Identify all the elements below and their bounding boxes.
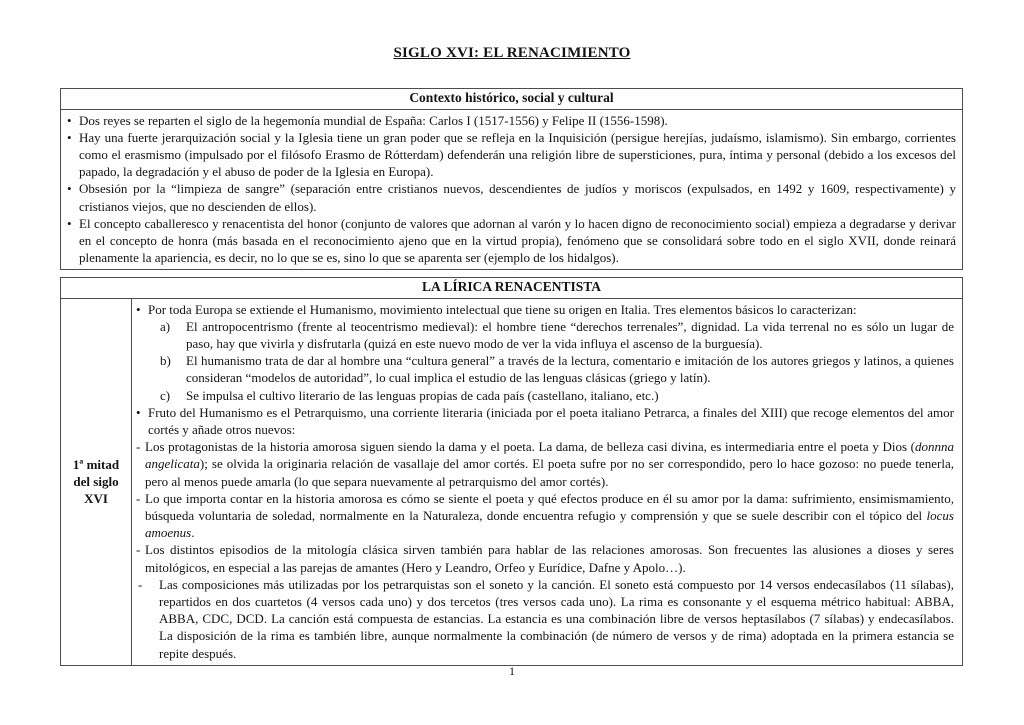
dash-text: . xyxy=(191,525,195,541)
bullet-marker: • xyxy=(136,404,141,420)
bullet-text: Dos reyes se reparten el siglo de la hegemonía mundial de España: Carlos I (1517-1556) y Felipe II (1556-1598). xyxy=(79,112,668,128)
bullet-marker: • xyxy=(67,181,72,197)
list-item xyxy=(136,352,954,386)
dash-text: Los protagonistas de la historia amorosa siguen siendo la dama y el poeta. La dama, de belleza casi divina, es intermediaria entre el poeta y Dios ( xyxy=(145,439,915,455)
list-item xyxy=(67,112,956,129)
context-bullet-list xyxy=(67,112,956,267)
letter-sublist-wrapper xyxy=(136,318,954,404)
list-item xyxy=(136,576,954,662)
list-item xyxy=(136,404,954,438)
bullet-text: Hay una fuerte jerarquización social y la Iglesia tiene un gran poder que se refleja en la Inquisición (persigue herejías, judaísmo, islamismo). Sin embargo, corrientes como el erasmismo (impulsado por el filósofo Erasmo de Rótterdam) defenderán una religión libre de supersticiones, pura, íntima y personal (debido a los excesos del papado, la degradación y el abuso de poder de la Iglesia en Europa). xyxy=(79,129,956,180)
letter-marker: a) xyxy=(160,318,171,334)
list-item xyxy=(67,129,956,181)
list-item xyxy=(67,215,956,267)
lyric-table-row xyxy=(61,299,962,665)
letter-marker: c) xyxy=(160,387,171,403)
lyric-bullet-list xyxy=(136,301,954,662)
list-item xyxy=(136,301,954,318)
dash-marker: - xyxy=(136,490,141,506)
bullet-marker: • xyxy=(67,112,72,128)
bullet-text: Fruto del Humanismo es el Petrarquismo, una corriente literaria (iniciada por el poeta italiano Petrarca, a finales del XIII) que recoge elementos del amor cortés y añade otros nuevos: xyxy=(148,404,954,437)
lyric-content-cell xyxy=(132,299,962,665)
list-item xyxy=(136,318,954,352)
list-item xyxy=(136,490,954,542)
bullet-marker: • xyxy=(67,215,72,231)
bullet-marker: • xyxy=(67,129,72,145)
bullet-marker: • xyxy=(136,301,141,317)
dash-sublist-wrapper xyxy=(136,438,954,662)
context-table xyxy=(60,88,963,270)
bullet-text: El concepto caballeresco y renacentista del honor (conjunto de valores que adornan al varón y lo hacen digno de reconocimiento social) empieza a degradarse y derivar en el concepto de honra (más basada en el reconocimiento ajeno que en la virtud propia), fenómeno que se consolidará sobre todo en el siglo XVII, donde reinará plenamente la apariencia, es decir, no lo que se es, sino lo que se aparenta ser (ejemplo de los hidalgos). xyxy=(79,215,956,266)
italic-term: locus amoenus xyxy=(145,507,954,541)
dash-text: ); se olvida la originaria relación de vasallaje del amor cortés. El poeta sufre por no ser correspondido, pero lo hace gozoso: no puede tenerla, pero al menos puede amarla (lo que separa nuevamente al petrarquismo del amor cortés). xyxy=(145,456,954,489)
italic-term: donnna angelicata xyxy=(145,439,954,472)
letter-list xyxy=(136,318,954,404)
period-label-cell xyxy=(61,299,132,665)
letter-text: El humanismo trata de dar al hombre una “cultura general” a través de la lectura, comentario e imitación de los autores griegos y latinos, a quienes consideran “modelos de autoridad”, lo cual implica el estudio de las lenguas clásicas (griego y latín). xyxy=(186,353,954,386)
page-title: SIGLO XVI: EL RENACIMIENTO xyxy=(393,45,631,61)
letter-marker: b) xyxy=(160,353,171,369)
context-table-body xyxy=(61,110,962,270)
dash-marker: - xyxy=(138,576,143,592)
letter-text: El antropocentrismo (frente al teocentrismo medieval): el hombre tiene “derechos terrenales”, dignidad. La vida terrenal no es sólo un lugar de paso, hay que vivirla y disfrutarla (quizá en este nuevo modo de ver la vida influya el ascenso de la burguesía). xyxy=(186,318,954,351)
dash-list xyxy=(136,438,954,662)
lyric-table-header: LA LÍRICA RENACENTISTA xyxy=(61,278,962,299)
dash-text: Lo que importa contar en la historia amorosa es cómo se siente el poeta y qué efectos produce en él su amor por la dama: sufrimiento, ensimismamiento, búsqueda voluntaria de soledad, normalmente en la Naturaleza, donde encuentra refugio y comprensión y que se suele describir con el tópico del xyxy=(145,490,954,523)
period-label: 1ª mitad del siglo XVI xyxy=(72,456,120,507)
page-number: 1 xyxy=(509,664,515,678)
dash-text: Las composiciones más utilizadas por los petrarquistas son el soneto y la canción. El soneto está compuesto por 14 versos endecasílabos (11 sílabas), repartidos en dos cuartetos (4 versos cada uno) y dos tercetos (tres versos cada uno). La rima es consonante y el esquema métrico habitual: ABBA, ABBA, CDC, DCD. La canción está compuesta de estancias. La estancia es una combinación libre de versos heptasílabos (7 sílabas) y endecasílabos. La disposición de la rima es también libre, aunque normalmente la combinación (de número de versos y de rima) adoptada en la primera estancia se repite después. xyxy=(159,576,954,661)
dash-text: Los distintos episodios de la mitología clásica sirven también para hablar de las relaciones amorosas. Son frecuentes las alusiones a dioses y seres mitológicos, en especial a las parejas de amantes (Hero y Leandro, Orfeo y Eurídice, Dafne y Apolo…). xyxy=(145,542,954,575)
bullet-text: Obsesión por la “limpieza de sangre” (separación entre cristianos nuevos, descendientes de judíos y moriscos (expulsados, en 1492 y 1609, respectivamente) y cristianos viejos, que no descienden de ellos). xyxy=(79,181,956,214)
context-table-header: Contexto histórico, social y cultural xyxy=(61,89,962,110)
dash-marker: - xyxy=(136,542,141,558)
letter-text: Se impulsa el cultivo literario de las lenguas propias de cada país (castellano, italiano, etc.) xyxy=(186,387,659,403)
list-item xyxy=(136,387,954,404)
list-item xyxy=(136,438,954,490)
dash-marker: - xyxy=(136,439,141,455)
lyric-table xyxy=(60,277,963,666)
list-item xyxy=(67,180,956,214)
list-item xyxy=(136,541,954,575)
bullet-text: Por toda Europa se extiende el Humanismo, movimiento intelectual que tiene su origen en Italia. Tres elementos básicos lo caracterizan: xyxy=(148,301,857,317)
